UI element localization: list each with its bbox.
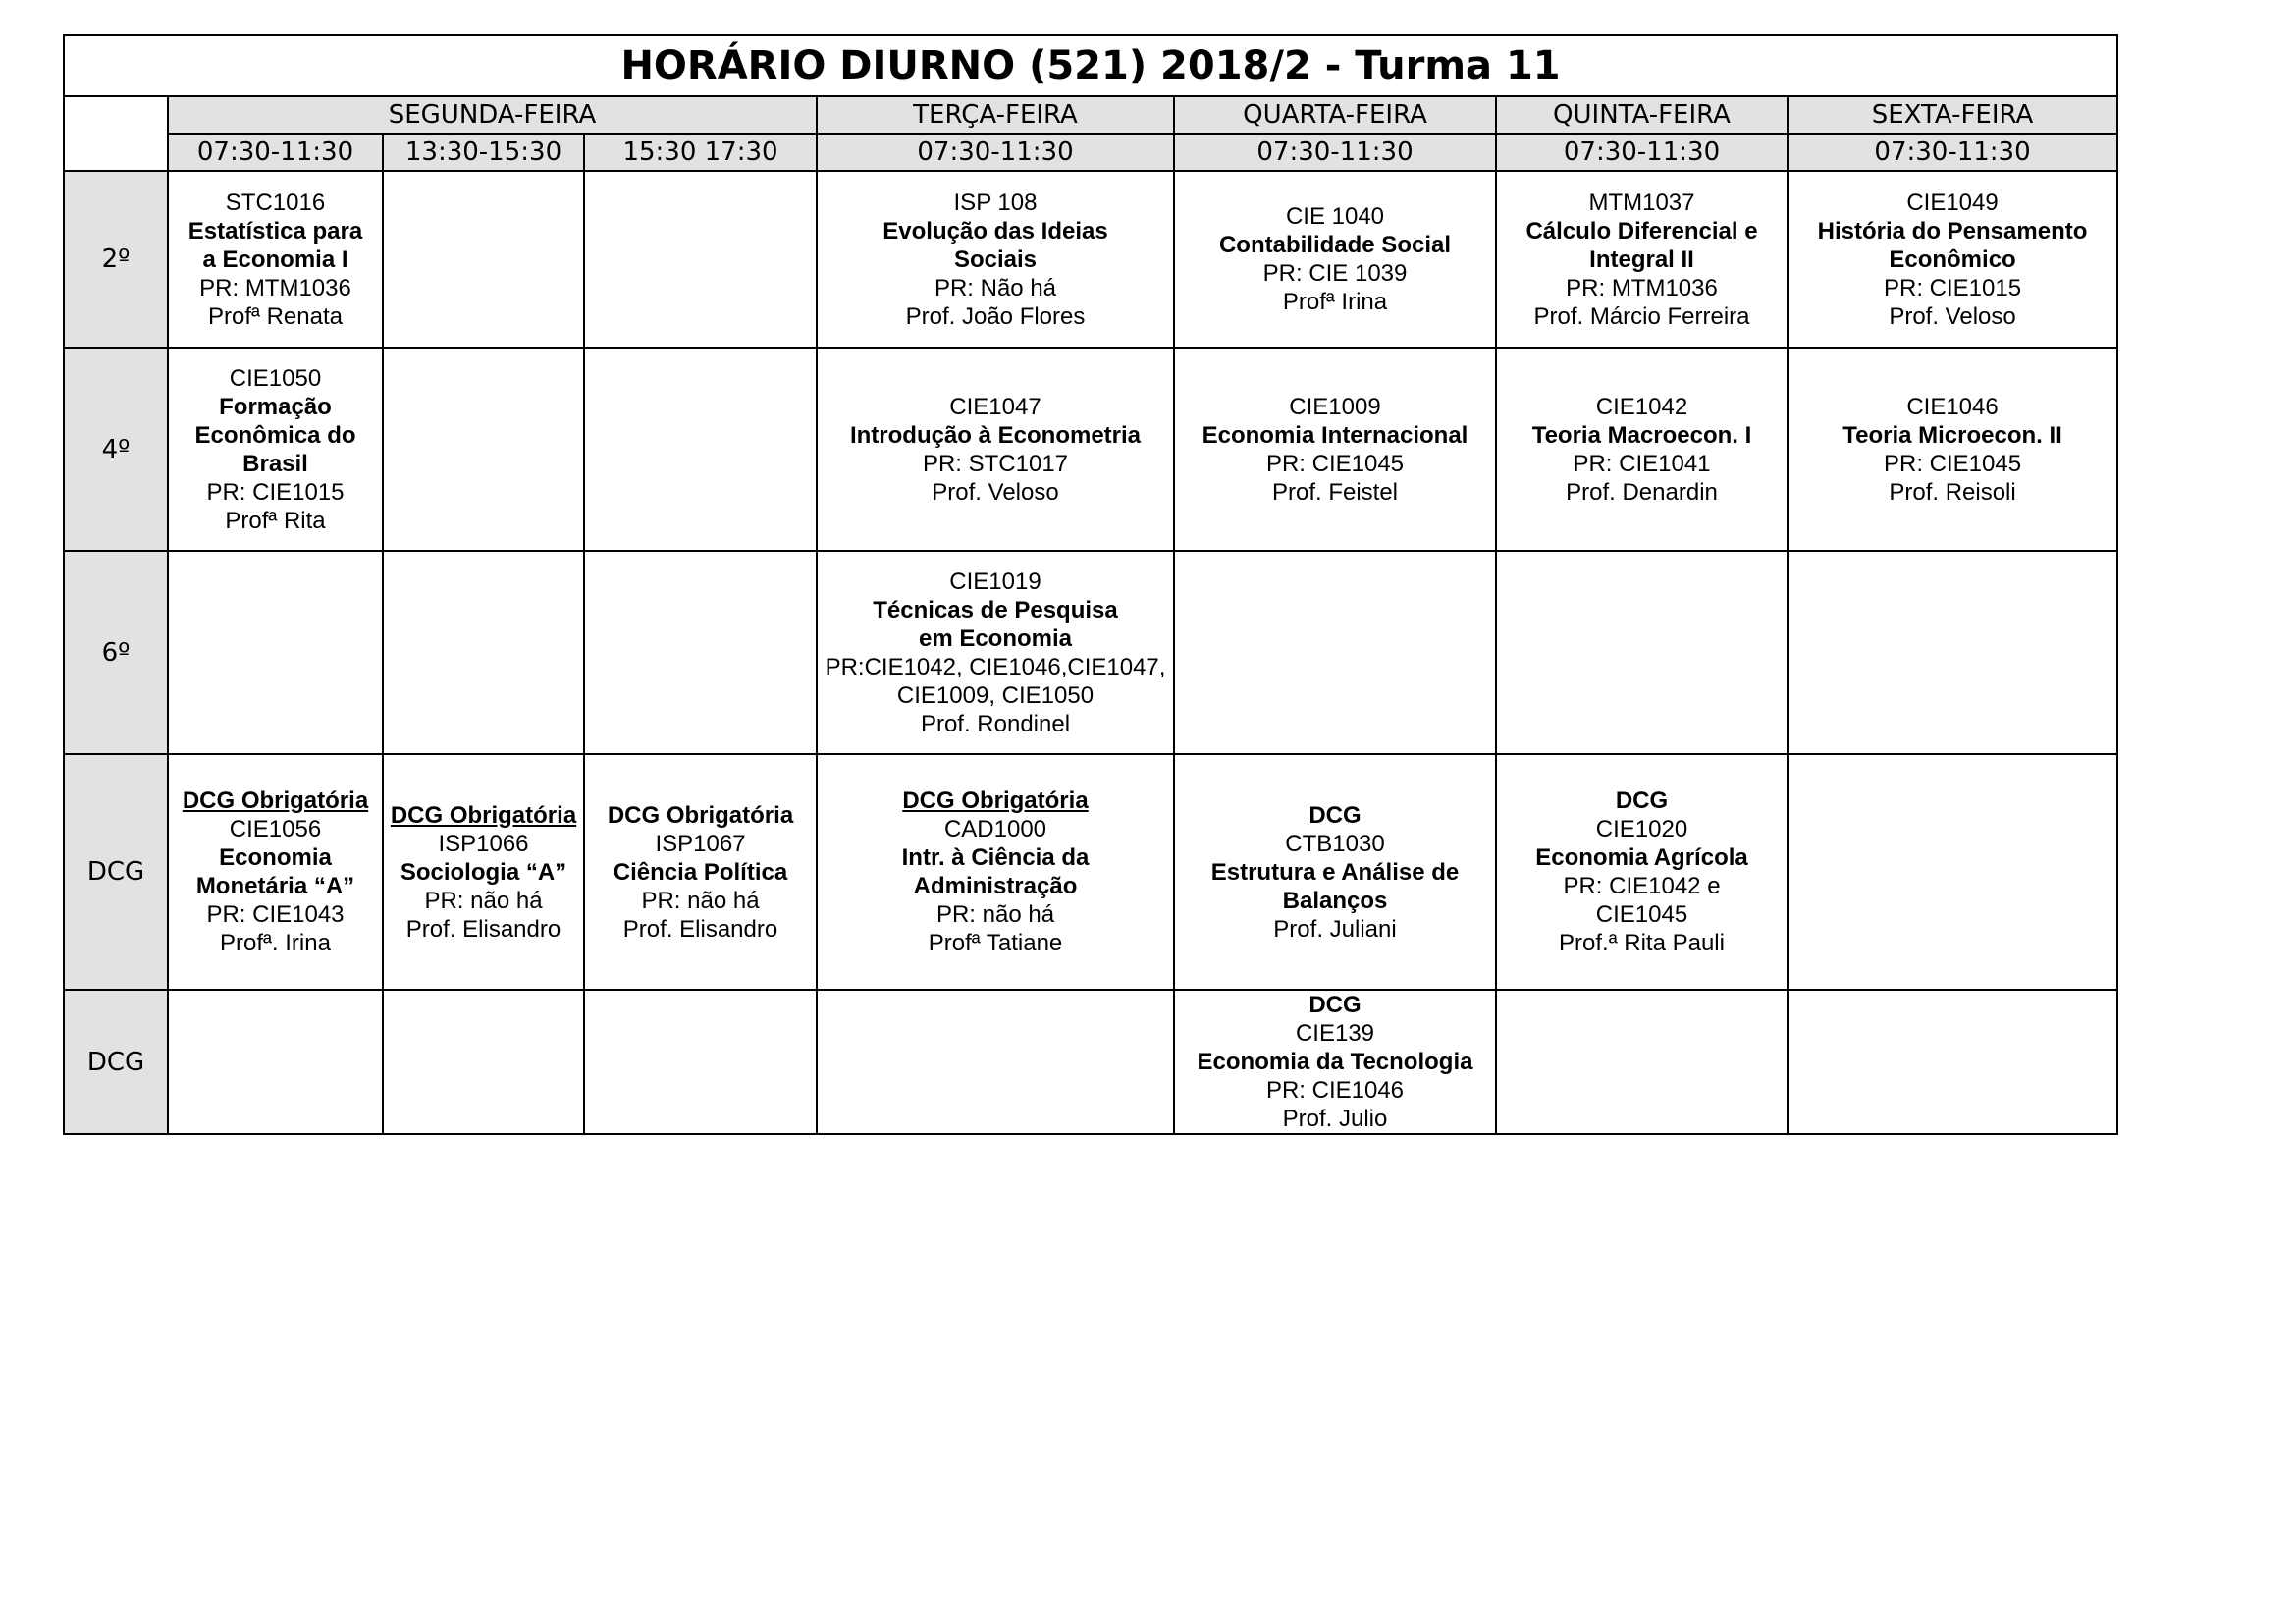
course-cell [1496,171,1788,348]
course-cell [1788,171,2117,348]
course-line: PR: CIE1015 [206,478,345,506]
course-code: STC1016 [225,189,326,216]
empty-cell [383,551,584,754]
time-slot: 07:30-11:30 [817,134,1174,171]
course-line: Brasil [242,450,308,477]
empty-cell [1174,551,1496,754]
empty-cell [383,990,584,1134]
course-line: PR: CIE1043 [206,901,345,928]
course-code: CIE1046 [1906,393,1999,420]
course-cell [383,754,584,990]
time-slot-row [64,134,2117,171]
course-line: Prof. Veloso [1889,302,2016,330]
course-line: Profª Rita [225,507,326,534]
course-line: Integral II [1589,245,1694,273]
course-code: DCG Obrigatória [902,787,1089,814]
course-line: Prof. João Flores [905,302,1086,330]
empty-cell [168,551,383,754]
empty-cell [1496,551,1788,754]
time-slot: 07:30-11:30 [1788,134,2117,171]
course-code: DCG Obrigatória [182,787,369,814]
title-row [64,35,2117,96]
empty-cell [584,551,817,754]
course-cell [817,754,1174,990]
course-code: CIE1050 [229,364,322,392]
time-slot: 07:30-11:30 [168,134,383,171]
empty-cell [168,990,383,1134]
day-header-tuesday: TERÇA-FEIRA [817,96,1174,134]
course-line: Prof. Denardin [1566,478,1718,506]
day-header-row [64,96,2117,134]
course-code: DCG Obrigatória [390,801,577,829]
course-line: PR: não há [935,901,1055,928]
course-line: PR: Não há [934,274,1057,301]
course-line: Economia Agrícola [1535,844,1748,871]
course-line: PR: CIE1045 [1265,450,1405,477]
course-line: PR: CIE1015 [1883,274,2022,301]
course-line: Prof. Elisandro [622,915,778,943]
course-line: PR: não há [641,887,760,914]
course-line: PR: CIE 1039 [1262,260,1408,287]
course-cell [817,171,1174,348]
course-line: Prof. Rondinel [920,710,1071,737]
course-line: Profª Renata [208,302,343,330]
course-code: DCG Obrigatória [607,801,794,829]
day-header-friday: SEXTA-FEIRA [1788,96,2117,134]
course-code: CIE1049 [1906,189,1999,216]
course-code: CIE1009 [1289,393,1381,420]
course-line: CIE1020 [1595,816,1688,842]
schedule-row [64,551,2117,754]
semester-label: DCG [64,990,168,1134]
semester-label: 6º [64,551,168,754]
course-cell [817,348,1174,551]
course-line: Prof. Feistel [1271,478,1399,506]
course-line: Formação [219,393,332,420]
course-line: Balanços [1282,887,1388,914]
course-line: Introdução à Econometria [849,421,1142,449]
course-cell [1174,348,1496,551]
course-line: Econômico [1889,245,2016,273]
time-slot: 15:30 17:30 [584,134,817,171]
day-header-thursday: QUINTA-FEIRA [1496,96,1788,134]
course-line: CIE1056 [229,816,322,842]
course-line: Sociologia “A” [400,858,567,886]
course-line: Ciência Política [613,858,788,886]
course-line: Intr. à Ciência da [901,844,1090,871]
course-line: Sociais [953,245,1038,273]
course-line: Prof. Veloso [932,478,1059,506]
empty-cell [1788,754,2117,990]
course-line: CTB1030 [1285,830,1385,857]
course-line: PR: MTM1036 [199,274,351,301]
course-cell [1174,990,1496,1134]
course-code: MTM1037 [1588,189,1695,216]
course-line: Prof. Reisoli [1889,478,2016,506]
empty-cell [584,171,817,348]
schedule-table [63,34,2118,1135]
course-line: Estatística para [187,217,363,244]
course-code: CIE1042 [1595,393,1688,420]
time-slot: 07:30-11:30 [1174,134,1496,171]
empty-cell [1496,990,1788,1134]
course-line: Contabilidade Social [1218,232,1452,258]
semester-label: 2º [64,171,168,348]
course-line: Prof. Juliani [1273,915,1397,943]
course-cell [1496,348,1788,551]
course-line: CAD1000 [943,816,1047,842]
course-line: CIE1009, CIE1050 [896,681,1095,709]
course-line: PR: CIE1041 [1573,450,1711,477]
course-line: Evolução das Ideias [882,217,1108,244]
course-cell [168,348,383,551]
course-line: ISP1067 [655,830,746,857]
course-line: PR: CIE1045 [1883,450,2022,477]
course-line: Economia Internacional [1201,421,1468,449]
course-line: Economia [219,844,332,871]
course-line: Técnicas de Pesquisa [873,596,1118,623]
semester-label: 4º [64,348,168,551]
course-line: em Economia [918,624,1073,652]
course-line: Cálculo Diferencial e [1525,217,1758,244]
schedule-body [64,35,2117,1134]
empty-cell [584,990,817,1134]
course-line: PR: STC1017 [922,450,1069,477]
empty-cell [383,171,584,348]
course-line: Prof.ª Rita Pauli [1559,930,1725,956]
course-line: Prof. Julio [1282,1106,1388,1132]
course-line: Prof. Elisandro [405,915,561,943]
course-line: ISP1066 [438,830,529,857]
corner-cell [64,96,168,171]
course-line: PR: CIE1042 e [1563,873,1721,899]
course-line: Administração [913,873,1078,899]
course-line: PR:CIE1042, CIE1046,CIE1047, [825,653,1166,680]
course-line: Econômica do [194,421,356,449]
schedule-row [64,348,2117,551]
course-cell [168,754,383,990]
semester-label: DCG [64,754,168,990]
empty-cell [1788,990,2117,1134]
course-cell [1496,754,1788,990]
course-cell [1788,348,2117,551]
empty-cell [383,348,584,551]
schedule-row [64,171,2117,348]
course-code: DCG [1308,801,1362,829]
empty-cell [1788,551,2117,754]
course-line: Prof. Márcio Ferreira [1533,302,1750,330]
course-line: Economia da Tecnologia [1197,1049,1473,1075]
course-code: CIE1047 [949,393,1041,420]
course-line: Profª. Irina [220,930,331,956]
course-line: Profª Irina [1282,289,1388,315]
course-line: Profª Tatiane [928,930,1063,956]
time-slot: 13:30-15:30 [383,134,584,171]
course-cell [1174,171,1496,348]
day-header-monday: SEGUNDA-FEIRA [168,96,817,134]
course-cell [584,754,817,990]
course-line: CIE1045 [1595,901,1688,928]
course-line: CIE139 [1295,1020,1375,1047]
day-header-wednesday: QUARTA-FEIRA [1174,96,1496,134]
course-code: CIE1019 [949,568,1041,595]
course-cell [168,171,383,348]
time-slot: 07:30-11:30 [1496,134,1788,171]
course-line: Teoria Macroecon. I [1531,421,1752,449]
course-code: ISP 108 [953,189,1038,216]
page-title: HORÁRIO DIURNO (521) 2018/2 - Turma 11 [64,35,2117,96]
schedule-row [64,754,2117,990]
course-code: DCG [1615,787,1669,814]
empty-cell [817,990,1174,1134]
course-line: PR: não há [424,887,543,914]
course-line: PR: MTM1036 [1566,274,1718,301]
schedule-row [64,990,2117,1134]
course-line: Estrutura e Análise de [1210,858,1460,886]
course-line: Teoria Microecon. II [1842,421,2062,449]
course-code: CIE 1040 [1285,203,1385,230]
empty-cell [584,348,817,551]
course-line: Monetária “A” [195,873,355,899]
course-line: PR: CIE1046 [1265,1077,1405,1104]
course-line: História do Pensamento [1817,217,2088,244]
course-cell [817,551,1174,754]
course-cell [1174,754,1496,990]
course-line: a Economia I [202,245,348,273]
course-code: DCG [1308,992,1362,1018]
